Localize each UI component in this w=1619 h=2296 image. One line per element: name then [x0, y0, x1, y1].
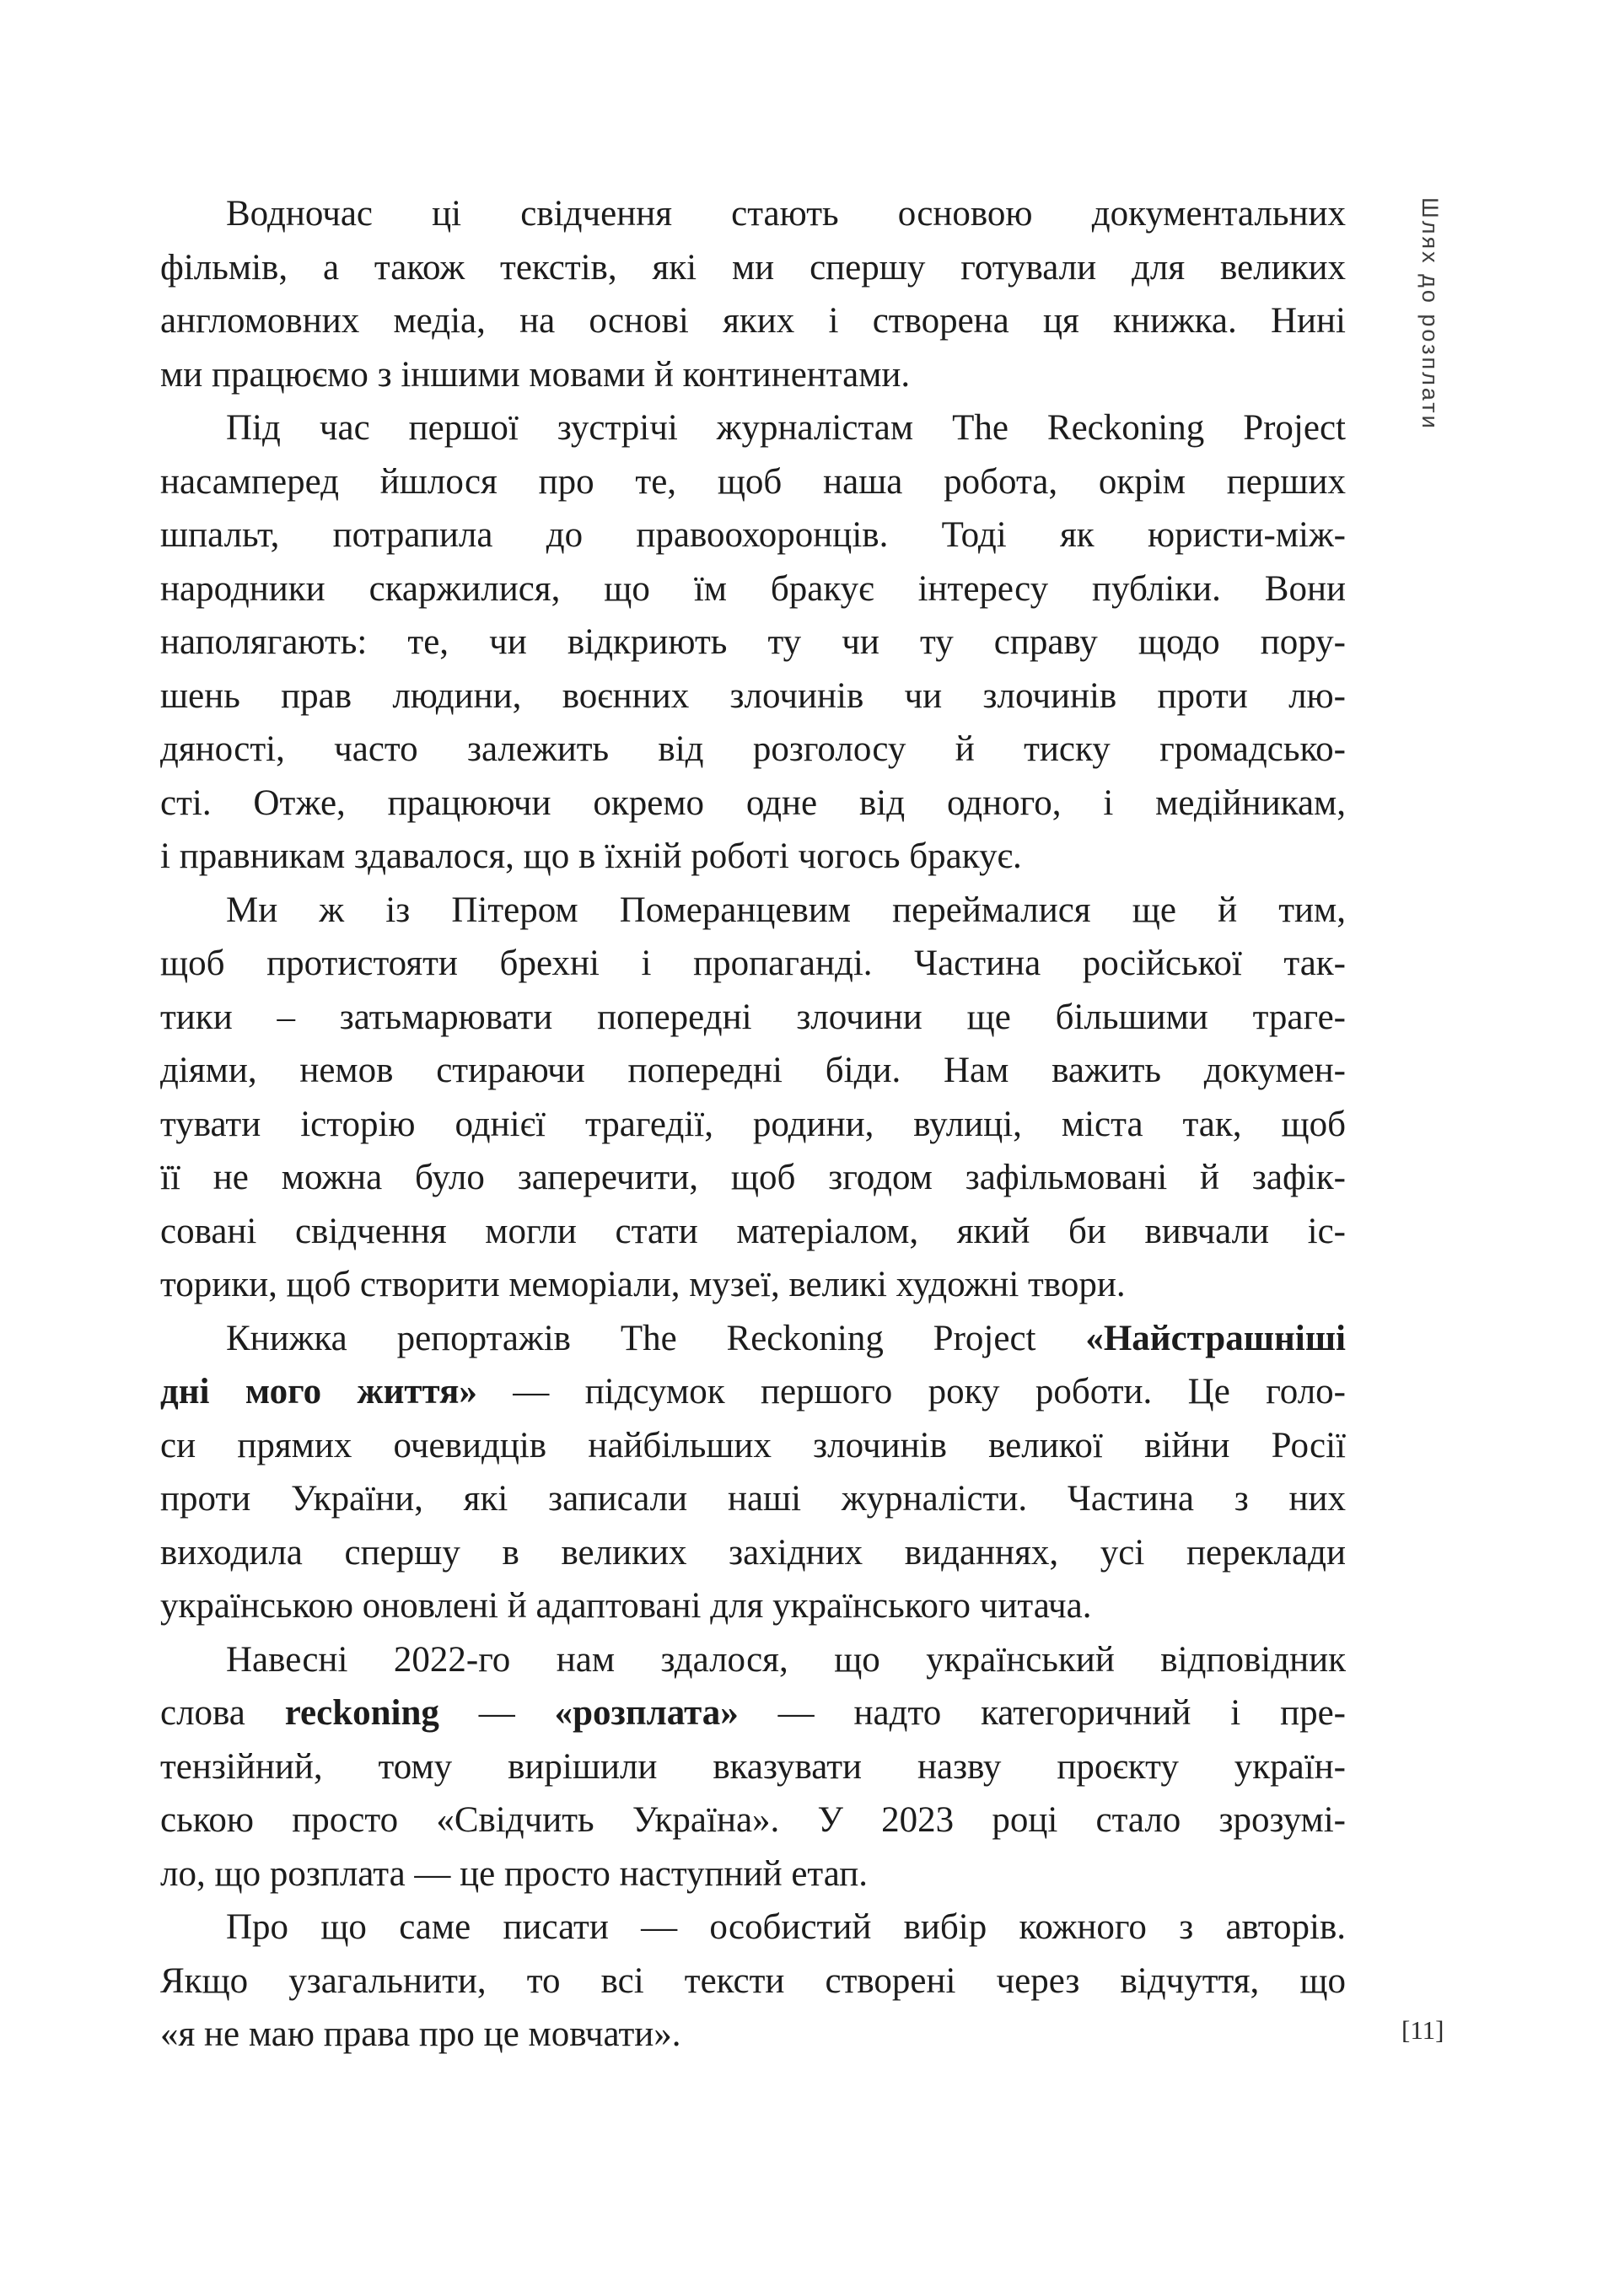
- paragraph: [160, 1312, 1346, 1633]
- bold-text-segment: «Найстрашніші: [1085, 1318, 1346, 1358]
- text-line: [160, 562, 1346, 616]
- text-line: [160, 348, 1346, 402]
- text-line: [160, 1044, 1346, 1098]
- running-header-vertical: Шлях до розплати: [1417, 197, 1443, 431]
- text-segment: совані свідчення могли стати матеріалом, який би вивчали іс-: [160, 1211, 1346, 1251]
- text-line: [160, 1098, 1346, 1152]
- text-line: [160, 1419, 1346, 1473]
- text-segment: виходила спершу в великих західних виданнях, усі переклади: [160, 1532, 1346, 1573]
- text-segment: народники скаржилися, що їм бракує інтересу публіки. Вони: [160, 568, 1346, 609]
- bold-text-segment: дні мого життя»: [160, 1372, 477, 1411]
- text-line: [160, 1205, 1346, 1259]
- text-line: [160, 401, 1346, 455]
- text-line: [160, 937, 1346, 991]
- text-segment: щоб протистояти брехні і пропаганді. Частина російської так-: [160, 944, 1346, 983]
- text-line: [160, 455, 1346, 509]
- text-line: [160, 294, 1346, 348]
- text-segment: тики – затьмарювати попередні злочини ще більшими траге-: [160, 997, 1346, 1037]
- text-line: [160, 777, 1346, 831]
- text-segment: Ми ж із Пітером Померанцевим переймалися ще й тим,: [226, 890, 1346, 930]
- paragraph: [160, 884, 1346, 1312]
- text-line: [160, 723, 1346, 777]
- text-line: [160, 1901, 1346, 1955]
- text-line: [160, 1955, 1346, 2008]
- bold-text-segment: «розплата»: [554, 1693, 739, 1733]
- text-segment: торики, щоб створити меморіали, музеї, великі художні твори.: [160, 1265, 1126, 1304]
- text-segment: Про що саме писати — особистий вибір кожного з авторів.: [226, 1907, 1346, 1947]
- text-segment: — надто категоричний і пре-: [738, 1693, 1346, 1733]
- text-line: [160, 1633, 1346, 1687]
- text-segment: фільмів, а також текстів, які ми спершу готували для великих: [160, 247, 1346, 288]
- paragraph: [160, 1901, 1346, 2062]
- text-segment: сті. Отже, працюючи окремо одне від одного, і медійникам,: [160, 782, 1346, 823]
- text-line: [160, 1151, 1346, 1205]
- text-segment: насамперед йшлося про те, щоб наша робота, окрім перших: [160, 461, 1346, 502]
- text-line: [160, 991, 1346, 1045]
- text-line: [160, 1740, 1346, 1794]
- text-line: [160, 1472, 1346, 1526]
- text-segment: «я не маю права про це мовчати».: [160, 2014, 681, 2054]
- text-segment: Водночас ці свідчення стають основою документальних: [226, 194, 1346, 234]
- text-segment: Навесні 2022-го нам здалося, що український відповідник: [226, 1639, 1346, 1680]
- text-segment: ми працюємо з іншими мовами й континентами.: [160, 354, 911, 395]
- text-segment: —: [438, 1693, 555, 1733]
- text-line: [160, 241, 1346, 295]
- paragraph: [160, 187, 1346, 401]
- text-segment: си прямих очевидців найбільших злочинів великої війни Росії: [160, 1425, 1346, 1465]
- text-segment: і правникам здавалося, що в їхній роботі чогось бракує.: [160, 836, 1022, 876]
- text-segment: Якщо узагальнити, то всі тексти створені через відчуття, що: [160, 1960, 1346, 2001]
- bold-text-segment: reckoning: [284, 1693, 439, 1733]
- text-line: [160, 1793, 1346, 1847]
- text-segment: проти України, які записали наші журналісти. Частина з них: [160, 1479, 1346, 1519]
- text-line: [160, 884, 1346, 938]
- text-segment: шпальт, потрапила до правоохоронців. Тоді як юристи-між-: [160, 515, 1346, 555]
- text-line: [160, 1365, 1346, 1419]
- text-segment: англомовних медіа, на основі яких і створена ця книжка. Нині: [160, 301, 1346, 341]
- text-line: [160, 616, 1346, 669]
- paragraph: [160, 1633, 1346, 1901]
- text-segment: ською просто «Свідчить Україна». У 2023 році стало зрозумі-: [160, 1800, 1346, 1840]
- text-line: [160, 187, 1346, 241]
- text-line: [160, 830, 1346, 884]
- paragraph: [160, 401, 1346, 884]
- text-line: [160, 1258, 1346, 1312]
- text-line: [160, 1312, 1346, 1366]
- text-segment: слова: [160, 1693, 285, 1733]
- text-segment: Книжка репортажів The Reckoning Project: [226, 1318, 1086, 1358]
- text-segment: тувати історію однієї трагедії, родини, вулиці, міста так, щоб: [160, 1104, 1346, 1144]
- text-segment: шень прав людини, воєнних злочинів чи злочинів проти лю-: [160, 675, 1346, 716]
- text-line: [160, 2008, 1346, 2062]
- text-segment: — підсумок першого року роботи. Це голо-: [476, 1372, 1346, 1411]
- text-segment: тензійний, тому вирішили вказувати назву проєкту україн-: [160, 1746, 1346, 1787]
- text-segment: Під час першої зустрічі журналістам The Reckoning Project: [226, 408, 1346, 448]
- text-line: [160, 508, 1346, 562]
- text-line: [160, 1847, 1346, 1901]
- text-line: [160, 669, 1346, 723]
- text-segment: її не можна було заперечити, щоб згодом зафільмовані й зафік-: [160, 1158, 1346, 1197]
- page-number: [11]: [1401, 2015, 1444, 2045]
- text-segment: діями, немов стираючи попередні біди. Нам важить докумен-: [160, 1051, 1346, 1090]
- body-text: [160, 187, 1346, 2062]
- text-segment: українською оновлені й адаптовані для українського читача.: [160, 1586, 1092, 1626]
- text-line: [160, 1579, 1346, 1633]
- text-segment: ло, що розплата — це просто наступний етап.: [160, 1853, 869, 1894]
- text-segment: наполягають: те, чи відкриють ту чи ту справу щодо пору-: [160, 622, 1346, 662]
- text-line: [160, 1686, 1346, 1740]
- text-segment: дяності, часто залежить від розголосу й тиску громадсько-: [160, 729, 1346, 769]
- text-line: [160, 1526, 1346, 1580]
